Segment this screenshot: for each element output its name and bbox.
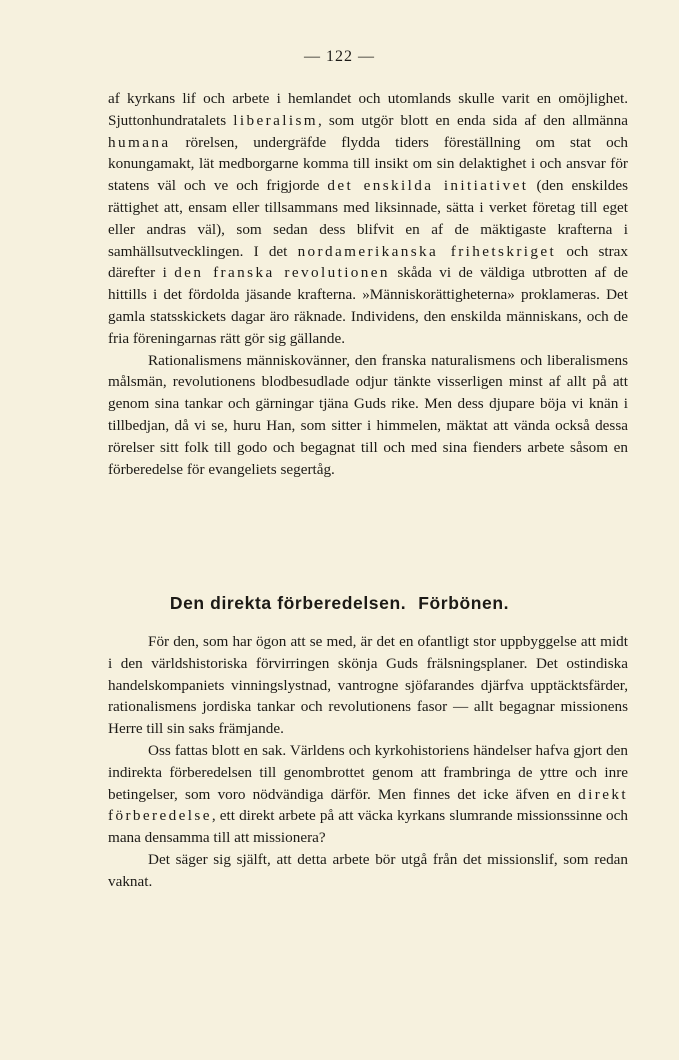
text-run: rörelsen, undergräfde flydda tiders föreställning om stat och konungamakt, lät medborgarne komma till insikt om sin delaktighet i och ansvar för statens väl och ve och frigjorde [108,133,628,195]
text-run: (den enskildes rättighet att, ensam eller tillsammans med liksinnade, sätta i verket företag till eget eller andras väl), som sedan dess blifvit en af de mäktigaste krafterna i samhällsutvecklingen. I det [108,177,628,260]
section-text-direct-preparation [108,631,628,893]
paragraph [108,631,628,740]
paragraph [108,849,628,893]
spaced-emphasis-text: den franska revolutionen [174,264,390,282]
spaced-emphasis-text: humana [108,133,171,151]
text-run: och strax därefter i [108,242,628,282]
paragraph [108,740,628,849]
section-heading [0,593,679,614]
section-text-liberalism [108,88,628,480]
text-run: Rationalismens människovänner, den franska naturalismens och liberalismens målsmän, revolutionens blodbesudlade odjur tänkte visserligen minst af allt på att genom sina tankar och gärningar tjäna Guds rike. Men dess djupare böja vi knän i tillbedjan, då vi se, huru Han, som sitter i himmelen, mäktat att vända också dessa rörelser sitt folk till godo och begagnat till och med sina fienders arbete såsom en förberedelse för evangeliets segertåg. [108,351,628,478]
text-run: Det säger sig själft, att detta arbete bör utgå från det missionslif, som redan vaknat. [108,850,628,890]
text-run: Oss fattas blott en sak. Världens och kyrkohistoriens händelser hafva gjort den indirekta förberedelsen till genombrottet genom att frambringa de yttre och inre betingelser, som voro nödvändiga därför. Men finnes det icke äfven en [108,741,628,803]
spaced-emphasis-text: nordamerikanska frihetskriget [297,242,557,260]
page-number: — 122 — [304,48,375,65]
spaced-emphasis-text: liberalism [233,111,318,129]
text-run: af kyrkans lif och arbete i hemlandet och utomlands skulle varit en omöjlighet. Sjuttonhundratalets [108,90,628,129]
paragraph [108,350,628,481]
text-run: skåda vi de väldiga utbrotten af de hittills i det fördolda jäsande krafterna. »Människorättigheterna» proklameras. Det gamla statsskickets dagar äro räknade. Individens, den enskilda människans, och de fria föreningarnas rätt gör sig gällande. [108,264,628,347]
text-run: , som utgör blott en enda sida af den allmänna [318,111,628,129]
heading-title: Den direkta förberedelsen. [169,593,407,613]
spaced-emphasis-text: det enskilda initiativet [327,177,529,195]
text-run: , ett direkt arbete på att väcka kyrkans slumrande missionssinne och mana densamma till att missionera? [108,807,628,847]
paragraph [108,88,628,350]
heading-subtitle: Förbönen. [418,593,510,613]
spaced-emphasis-text: direkt förberedelse [108,785,628,825]
text-run: För den, som har ögon att se med, är det en ofantligt stor uppbyggelse att midt i den världshistoriska förvirringen skönja Guds frälsningsplaner. Det ostindiska handelskompaniets vinningslystnad, vantrogne sjöfarandes djärfva upptäcktsfärder, rationalismens jordiska tankar och revolutionens fasor — allt begagnar missionens Herre till sin saks främjande. [108,633,628,738]
